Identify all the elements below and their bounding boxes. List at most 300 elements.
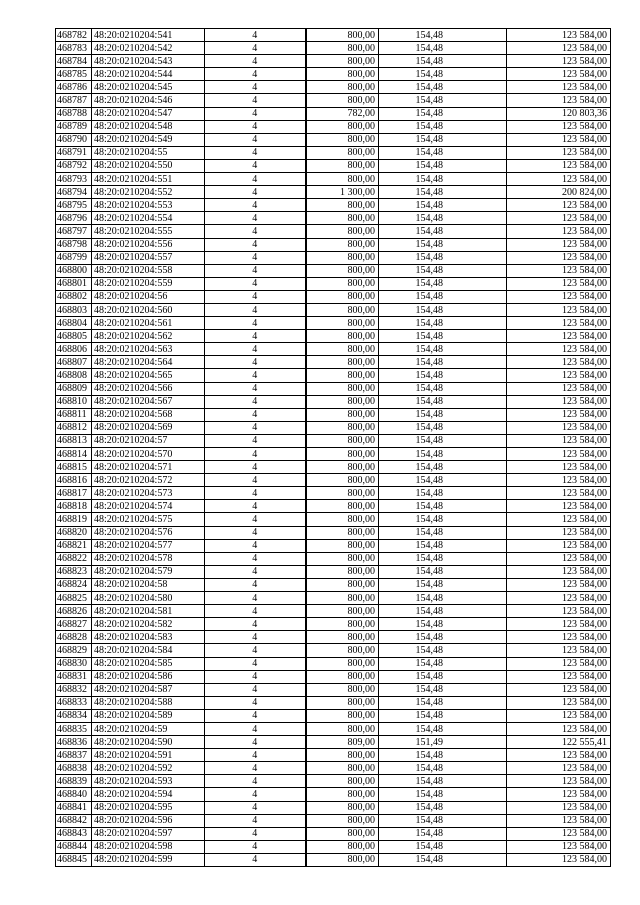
row-id-cell: 468816 — [56, 474, 92, 487]
area-cell: 800,00 — [306, 683, 379, 696]
cadastral-number-cell: 48:20:0210204:56 — [92, 290, 205, 303]
table-row — [56, 670, 611, 683]
total-value-cell: 123 584,00 — [507, 343, 611, 356]
category-cell: 4 — [205, 513, 306, 526]
area-cell: 1 300,00 — [306, 186, 379, 199]
row-id-cell: 468794 — [56, 186, 92, 199]
row-id-cell: 468829 — [56, 644, 92, 657]
rate-cell: 154,48 — [379, 762, 507, 775]
rate-cell: 154,48 — [379, 565, 507, 578]
total-value-cell: 123 584,00 — [507, 212, 611, 225]
cadastral-number-cell: 48:20:0210204:598 — [92, 840, 205, 853]
area-cell: 800,00 — [306, 369, 379, 382]
area-cell: 800,00 — [306, 474, 379, 487]
rate-cell: 154,48 — [379, 159, 507, 172]
cadastral-number-cell: 48:20:0210204:559 — [92, 277, 205, 290]
total-value-cell: 123 584,00 — [507, 605, 611, 618]
table-row — [56, 840, 611, 853]
rate-cell: 154,48 — [379, 788, 507, 801]
cadastral-number-cell: 48:20:0210204:55 — [92, 146, 205, 159]
table-row — [56, 264, 611, 277]
area-cell: 800,00 — [306, 644, 379, 657]
table-row — [56, 487, 611, 500]
cadastral-number-cell: 48:20:0210204:564 — [92, 356, 205, 369]
cadastral-number-cell: 48:20:0210204:594 — [92, 788, 205, 801]
row-id-cell: 468843 — [56, 827, 92, 840]
rate-cell: 154,48 — [379, 657, 507, 670]
rate-cell: 154,48 — [379, 644, 507, 657]
row-id-cell: 468817 — [56, 487, 92, 500]
rate-cell: 154,48 — [379, 408, 507, 421]
category-cell: 4 — [205, 81, 306, 94]
rate-cell: 154,48 — [379, 592, 507, 605]
total-value-cell: 123 584,00 — [507, 683, 611, 696]
row-id-cell: 468825 — [56, 592, 92, 605]
table-row — [56, 736, 611, 749]
total-value-cell: 123 584,00 — [507, 303, 611, 316]
table-row — [56, 42, 611, 55]
rate-cell: 154,48 — [379, 578, 507, 591]
category-cell: 4 — [205, 722, 306, 735]
category-cell: 4 — [205, 461, 306, 474]
table-row — [56, 29, 611, 42]
rate-cell: 154,48 — [379, 94, 507, 107]
table-row — [56, 146, 611, 159]
table-row — [56, 369, 611, 382]
table-row — [56, 94, 611, 107]
area-cell: 800,00 — [306, 290, 379, 303]
total-value-cell: 123 584,00 — [507, 670, 611, 683]
rate-cell: 154,48 — [379, 840, 507, 853]
category-cell: 4 — [205, 618, 306, 631]
row-id-cell: 468797 — [56, 225, 92, 238]
rate-cell: 154,48 — [379, 683, 507, 696]
area-cell: 800,00 — [306, 133, 379, 146]
row-id-cell: 468803 — [56, 303, 92, 316]
area-cell: 800,00 — [306, 578, 379, 591]
cadastral-number-cell: 48:20:0210204:561 — [92, 317, 205, 330]
total-value-cell: 123 584,00 — [507, 356, 611, 369]
table-row — [56, 212, 611, 225]
table-row — [56, 448, 611, 461]
category-cell: 4 — [205, 788, 306, 801]
total-value-cell: 123 584,00 — [507, 173, 611, 186]
rate-cell: 154,48 — [379, 722, 507, 735]
category-cell: 4 — [205, 552, 306, 565]
cadastral-number-cell: 48:20:0210204:555 — [92, 225, 205, 238]
cadastral-number-cell: 48:20:0210204:558 — [92, 264, 205, 277]
rate-cell: 154,48 — [379, 618, 507, 631]
area-cell: 800,00 — [306, 526, 379, 539]
area-cell: 800,00 — [306, 421, 379, 434]
table-row — [56, 238, 611, 251]
row-id-cell: 468786 — [56, 81, 92, 94]
category-cell: 4 — [205, 186, 306, 199]
table-row — [56, 618, 611, 631]
total-value-cell: 123 584,00 — [507, 578, 611, 591]
total-value-cell: 123 584,00 — [507, 487, 611, 500]
area-cell: 800,00 — [306, 722, 379, 735]
cadastral-number-cell: 48:20:0210204:584 — [92, 644, 205, 657]
category-cell: 4 — [205, 120, 306, 133]
table-row — [56, 343, 611, 356]
rate-cell: 154,48 — [379, 212, 507, 225]
table-row — [56, 814, 611, 827]
table-row — [56, 81, 611, 94]
table-row — [56, 749, 611, 762]
table-row — [56, 55, 611, 68]
cadastral-number-cell: 48:20:0210204:577 — [92, 539, 205, 552]
total-value-cell: 123 584,00 — [507, 382, 611, 395]
row-id-cell: 468844 — [56, 840, 92, 853]
cadastral-number-cell: 48:20:0210204:562 — [92, 330, 205, 343]
cadastral-number-cell: 48:20:0210204:567 — [92, 395, 205, 408]
table-row — [56, 644, 611, 657]
total-value-cell: 123 584,00 — [507, 225, 611, 238]
area-cell: 782,00 — [306, 107, 379, 120]
category-cell: 4 — [205, 330, 306, 343]
row-id-cell: 468814 — [56, 448, 92, 461]
table-row — [56, 290, 611, 303]
category-cell: 4 — [205, 827, 306, 840]
total-value-cell: 123 584,00 — [507, 749, 611, 762]
total-value-cell: 123 584,00 — [507, 264, 611, 277]
area-cell: 800,00 — [306, 277, 379, 290]
row-id-cell: 468793 — [56, 173, 92, 186]
rate-cell: 154,48 — [379, 605, 507, 618]
total-value-cell: 123 584,00 — [507, 474, 611, 487]
table-row — [56, 173, 611, 186]
category-cell: 4 — [205, 526, 306, 539]
area-cell: 800,00 — [306, 199, 379, 212]
total-value-cell: 123 584,00 — [507, 775, 611, 788]
total-value-cell: 123 584,00 — [507, 68, 611, 81]
rate-cell: 154,48 — [379, 120, 507, 133]
category-cell: 4 — [205, 814, 306, 827]
table-row — [56, 578, 611, 591]
rate-cell: 154,48 — [379, 277, 507, 290]
area-cell: 809,00 — [306, 736, 379, 749]
total-value-cell: 123 584,00 — [507, 618, 611, 631]
table-row — [56, 592, 611, 605]
row-id-cell: 468796 — [56, 212, 92, 225]
total-value-cell: 123 584,00 — [507, 840, 611, 853]
area-cell: 800,00 — [306, 565, 379, 578]
rate-cell: 154,48 — [379, 461, 507, 474]
row-id-cell: 468792 — [56, 159, 92, 172]
rate-cell: 154,48 — [379, 81, 507, 94]
row-id-cell: 468795 — [56, 199, 92, 212]
cadastral-number-cell: 48:20:0210204:560 — [92, 303, 205, 316]
cadastral-number-cell: 48:20:0210204:551 — [92, 173, 205, 186]
row-id-cell: 468812 — [56, 421, 92, 434]
row-id-cell: 468834 — [56, 709, 92, 722]
category-cell: 4 — [205, 500, 306, 513]
area-cell: 800,00 — [306, 225, 379, 238]
area-cell: 800,00 — [306, 251, 379, 264]
area-cell: 800,00 — [306, 552, 379, 565]
rate-cell: 154,48 — [379, 696, 507, 709]
cadastral-number-cell: 48:20:0210204:563 — [92, 343, 205, 356]
rate-cell: 154,48 — [379, 186, 507, 199]
rate-cell: 154,48 — [379, 225, 507, 238]
row-id-cell: 468835 — [56, 722, 92, 735]
total-value-cell: 123 584,00 — [507, 814, 611, 827]
total-value-cell: 123 584,00 — [507, 290, 611, 303]
rate-cell: 154,48 — [379, 526, 507, 539]
rate-cell: 154,48 — [379, 173, 507, 186]
row-id-cell: 468806 — [56, 343, 92, 356]
total-value-cell: 200 824,00 — [507, 186, 611, 199]
category-cell: 4 — [205, 251, 306, 264]
area-cell: 800,00 — [306, 696, 379, 709]
category-cell: 4 — [205, 238, 306, 251]
cadastral-number-cell: 48:20:0210204:578 — [92, 552, 205, 565]
category-cell: 4 — [205, 343, 306, 356]
table-row — [56, 461, 611, 474]
rate-cell: 154,48 — [379, 251, 507, 264]
cadastral-number-cell: 48:20:0210204:580 — [92, 592, 205, 605]
row-id-cell: 468842 — [56, 814, 92, 827]
area-cell: 800,00 — [306, 330, 379, 343]
cadastral-number-cell: 48:20:0210204:593 — [92, 775, 205, 788]
cadastral-number-cell: 48:20:0210204:557 — [92, 251, 205, 264]
cadastral-number-cell: 48:20:0210204:550 — [92, 159, 205, 172]
total-value-cell: 122 555,41 — [507, 736, 611, 749]
rate-cell: 154,48 — [379, 330, 507, 343]
row-id-cell: 468809 — [56, 382, 92, 395]
area-cell: 800,00 — [306, 709, 379, 722]
rate-cell: 154,48 — [379, 801, 507, 814]
category-cell: 4 — [205, 840, 306, 853]
row-id-cell: 468784 — [56, 55, 92, 68]
area-cell: 800,00 — [306, 513, 379, 526]
category-cell: 4 — [205, 487, 306, 500]
category-cell: 4 — [205, 762, 306, 775]
row-id-cell: 468810 — [56, 395, 92, 408]
rate-cell: 154,48 — [379, 749, 507, 762]
cadastral-number-cell: 48:20:0210204:585 — [92, 657, 205, 670]
table-row — [56, 434, 611, 447]
table-row — [56, 788, 611, 801]
rate-cell: 154,48 — [379, 631, 507, 644]
row-id-cell: 468839 — [56, 775, 92, 788]
cadastral-number-cell: 48:20:0210204:588 — [92, 696, 205, 709]
area-cell: 800,00 — [306, 81, 379, 94]
rate-cell: 154,48 — [379, 395, 507, 408]
area-cell: 800,00 — [306, 303, 379, 316]
cadastral-number-cell: 48:20:0210204:587 — [92, 683, 205, 696]
cadastral-number-cell: 48:20:0210204:597 — [92, 827, 205, 840]
cadastral-number-cell: 48:20:0210204:569 — [92, 421, 205, 434]
category-cell: 4 — [205, 853, 306, 866]
total-value-cell: 123 584,00 — [507, 801, 611, 814]
category-cell: 4 — [205, 644, 306, 657]
row-id-cell: 468830 — [56, 657, 92, 670]
rate-cell: 154,48 — [379, 238, 507, 251]
table-row — [56, 513, 611, 526]
row-id-cell: 468811 — [56, 408, 92, 421]
category-cell: 4 — [205, 264, 306, 277]
row-id-cell: 468819 — [56, 513, 92, 526]
category-cell: 4 — [205, 146, 306, 159]
total-value-cell: 123 584,00 — [507, 42, 611, 55]
rate-cell: 154,48 — [379, 474, 507, 487]
row-id-cell: 468800 — [56, 264, 92, 277]
cadastral-number-cell: 48:20:0210204:548 — [92, 120, 205, 133]
total-value-cell: 123 584,00 — [507, 146, 611, 159]
rate-cell: 154,48 — [379, 448, 507, 461]
cadastral-number-cell: 48:20:0210204:547 — [92, 107, 205, 120]
rate-cell: 154,48 — [379, 500, 507, 513]
area-cell: 800,00 — [306, 592, 379, 605]
cadastral-number-cell: 48:20:0210204:543 — [92, 55, 205, 68]
area-cell: 800,00 — [306, 657, 379, 670]
table-row — [56, 408, 611, 421]
row-id-cell: 468785 — [56, 68, 92, 81]
total-value-cell: 123 584,00 — [507, 722, 611, 735]
row-id-cell: 468787 — [56, 94, 92, 107]
category-cell: 4 — [205, 199, 306, 212]
rate-cell: 154,48 — [379, 853, 507, 866]
total-value-cell: 123 584,00 — [507, 55, 611, 68]
table-row — [56, 631, 611, 644]
table-row — [56, 605, 611, 618]
category-cell: 4 — [205, 303, 306, 316]
cadastral-number-cell: 48:20:0210204:553 — [92, 199, 205, 212]
total-value-cell: 123 584,00 — [507, 369, 611, 382]
area-cell: 800,00 — [306, 853, 379, 866]
rate-cell: 154,48 — [379, 68, 507, 81]
cadastral-number-cell: 48:20:0210204:595 — [92, 801, 205, 814]
category-cell: 4 — [205, 94, 306, 107]
category-cell: 4 — [205, 317, 306, 330]
area-cell: 800,00 — [306, 120, 379, 133]
total-value-cell: 123 584,00 — [507, 853, 611, 866]
area-cell: 800,00 — [306, 356, 379, 369]
table-row — [56, 251, 611, 264]
total-value-cell: 123 584,00 — [507, 592, 611, 605]
cadastral-number-cell: 48:20:0210204:58 — [92, 578, 205, 591]
table-row — [56, 199, 611, 212]
row-id-cell: 468782 — [56, 29, 92, 42]
rate-cell: 154,48 — [379, 343, 507, 356]
table-row — [56, 565, 611, 578]
cadastral-number-cell: 48:20:0210204:575 — [92, 513, 205, 526]
row-id-cell: 468826 — [56, 605, 92, 618]
rate-cell: 154,48 — [379, 434, 507, 447]
cadastral-number-cell: 48:20:0210204:599 — [92, 853, 205, 866]
total-value-cell: 123 584,00 — [507, 526, 611, 539]
cadastral-number-cell: 48:20:0210204:583 — [92, 631, 205, 644]
category-cell: 4 — [205, 775, 306, 788]
rate-cell: 151,49 — [379, 736, 507, 749]
cadastral-number-cell: 48:20:0210204:589 — [92, 709, 205, 722]
cadastral-number-cell: 48:20:0210204:552 — [92, 186, 205, 199]
cadastral-number-cell: 48:20:0210204:546 — [92, 94, 205, 107]
total-value-cell: 123 584,00 — [507, 788, 611, 801]
table-row — [56, 526, 611, 539]
table-row — [56, 133, 611, 146]
category-cell: 4 — [205, 736, 306, 749]
total-value-cell: 123 584,00 — [507, 696, 611, 709]
table-row — [56, 500, 611, 513]
category-cell: 4 — [205, 801, 306, 814]
table-row — [56, 356, 611, 369]
category-cell: 4 — [205, 578, 306, 591]
table-row — [56, 696, 611, 709]
table-row — [56, 159, 611, 172]
rate-cell: 154,48 — [379, 107, 507, 120]
category-cell: 4 — [205, 68, 306, 81]
category-cell: 4 — [205, 421, 306, 434]
table-row — [56, 801, 611, 814]
area-cell: 800,00 — [306, 238, 379, 251]
table-row — [56, 382, 611, 395]
table-row — [56, 827, 611, 840]
total-value-cell: 123 584,00 — [507, 762, 611, 775]
category-cell: 4 — [205, 395, 306, 408]
row-id-cell: 468833 — [56, 696, 92, 709]
rate-cell: 154,48 — [379, 29, 507, 42]
rate-cell: 154,48 — [379, 513, 507, 526]
table-row — [56, 709, 611, 722]
table-row — [56, 722, 611, 735]
row-id-cell: 468836 — [56, 736, 92, 749]
area-cell: 800,00 — [306, 94, 379, 107]
area-cell: 800,00 — [306, 749, 379, 762]
area-cell: 800,00 — [306, 775, 379, 788]
row-id-cell: 468790 — [56, 133, 92, 146]
total-value-cell: 123 584,00 — [507, 644, 611, 657]
category-cell: 4 — [205, 29, 306, 42]
area-cell: 800,00 — [306, 539, 379, 552]
table-row — [56, 762, 611, 775]
cadastral-number-cell: 48:20:0210204:592 — [92, 762, 205, 775]
area-cell: 800,00 — [306, 631, 379, 644]
row-id-cell: 468783 — [56, 42, 92, 55]
row-id-cell: 468832 — [56, 683, 92, 696]
table-row — [56, 317, 611, 330]
rate-cell: 154,48 — [379, 709, 507, 722]
total-value-cell: 123 584,00 — [507, 709, 611, 722]
rate-cell: 154,48 — [379, 382, 507, 395]
total-value-cell: 123 584,00 — [507, 238, 611, 251]
cadastral-number-cell: 48:20:0210204:576 — [92, 526, 205, 539]
row-id-cell: 468821 — [56, 539, 92, 552]
category-cell: 4 — [205, 173, 306, 186]
category-cell: 4 — [205, 212, 306, 225]
category-cell: 4 — [205, 670, 306, 683]
cadastral-number-cell: 48:20:0210204:566 — [92, 382, 205, 395]
cadastral-number-cell: 48:20:0210204:591 — [92, 749, 205, 762]
row-id-cell: 468805 — [56, 330, 92, 343]
total-value-cell: 123 584,00 — [507, 552, 611, 565]
area-cell: 800,00 — [306, 448, 379, 461]
area-cell: 800,00 — [306, 500, 379, 513]
cadastral-number-cell: 48:20:0210204:556 — [92, 238, 205, 251]
total-value-cell: 123 584,00 — [507, 827, 611, 840]
rate-cell: 154,48 — [379, 814, 507, 827]
rate-cell: 154,48 — [379, 356, 507, 369]
category-cell: 4 — [205, 749, 306, 762]
row-id-cell: 468791 — [56, 146, 92, 159]
table-row — [56, 552, 611, 565]
category-cell: 4 — [205, 657, 306, 670]
cadastral-number-cell: 48:20:0210204:596 — [92, 814, 205, 827]
area-cell: 800,00 — [306, 146, 379, 159]
category-cell: 4 — [205, 290, 306, 303]
